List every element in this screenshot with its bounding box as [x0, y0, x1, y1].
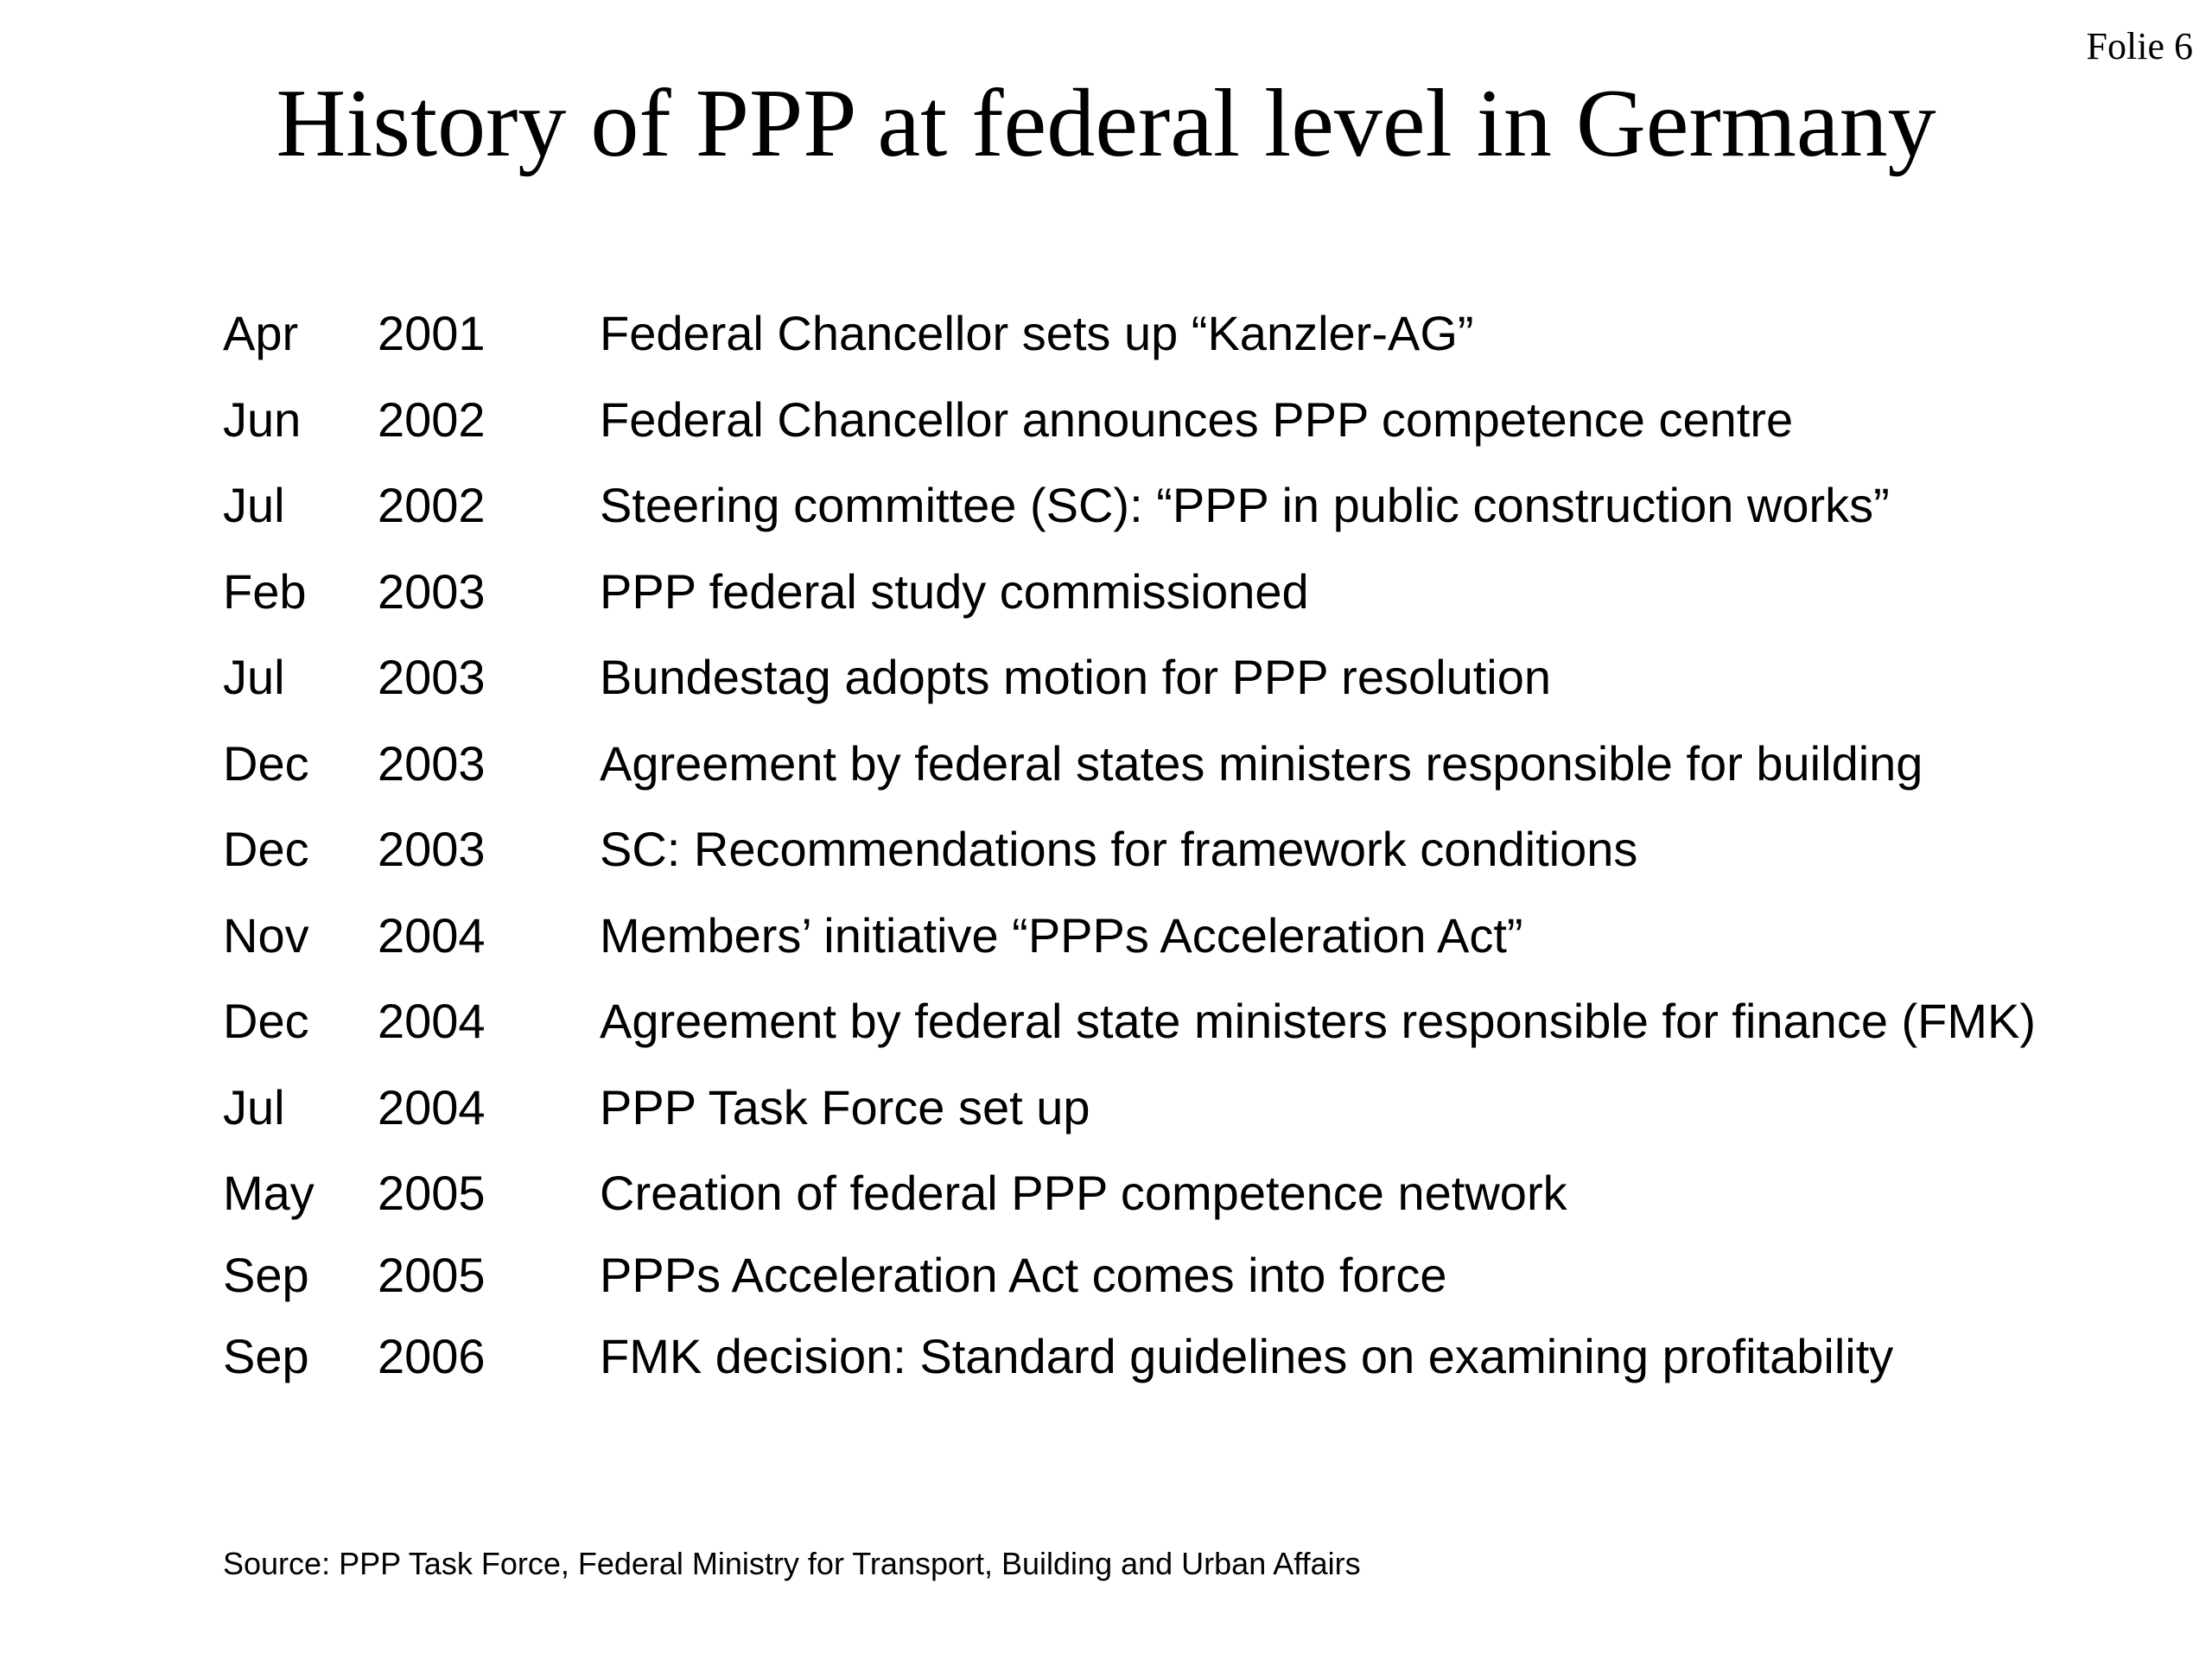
timeline-month: Jul — [223, 650, 285, 704]
timeline-year: 2004 — [378, 907, 486, 963]
slide-title: History of PPP at federal level in Germany — [276, 70, 1936, 177]
timeline-month: Dec — [223, 994, 309, 1048]
timeline-event: PPP federal study commissioned — [600, 563, 1309, 619]
slide-number: Folie 6 — [2086, 25, 2193, 67]
timeline-month: Sep — [223, 1247, 309, 1302]
timeline-year: 2002 — [378, 391, 486, 447]
timeline-row — [223, 1329, 2158, 1411]
timeline-year: 2003 — [378, 735, 486, 791]
timeline-month: Dec — [223, 822, 309, 876]
timeline-month: Sep — [223, 1329, 309, 1383]
timeline-year: 2006 — [378, 1329, 486, 1383]
timeline-row — [223, 650, 2158, 736]
timeline-year: 2004 — [378, 994, 486, 1048]
timeline-row — [223, 1166, 2158, 1248]
timeline-year: 2004 — [378, 1079, 486, 1135]
timeline-month: May — [223, 1166, 315, 1220]
timeline-year: 2003 — [378, 563, 486, 619]
timeline-year: 2001 — [378, 306, 486, 360]
timeline-month: Apr — [223, 306, 299, 360]
timeline-event: Creation of federal PPP competence network — [600, 1166, 1567, 1220]
timeline-month: Nov — [223, 907, 309, 963]
timeline-row — [223, 392, 2158, 479]
timeline-list — [223, 306, 2158, 1411]
timeline-row — [223, 908, 2158, 995]
source-note: Source: PPP Task Force, Federal Ministry for Transport, Building and Urban Affairs — [223, 1546, 1361, 1581]
timeline-year: 2003 — [378, 822, 486, 876]
timeline-event: FMK decision: Standard guidelines on examining profitability — [600, 1329, 1894, 1383]
timeline-event: Agreement by federal state ministers responsible for finance (FMK) — [600, 994, 2037, 1048]
timeline-year: 2003 — [378, 650, 486, 704]
timeline-month: Feb — [223, 563, 307, 619]
timeline-event: Federal Chancellor sets up “Kanzler-AG” — [600, 306, 1474, 360]
timeline-row — [223, 1080, 2158, 1166]
timeline-row — [223, 478, 2158, 564]
timeline-event: Agreement by federal states ministers responsible for building — [600, 735, 1923, 791]
timeline-month: Jul — [223, 1079, 285, 1135]
timeline-event: Steering committee (SC): “PPP in public construction works” — [600, 478, 1890, 532]
timeline-event: SC: Recommendations for framework conditions — [600, 822, 1638, 876]
timeline-row — [223, 1248, 2158, 1330]
timeline-event: Bundestag adopts motion for PPP resolution — [600, 650, 1551, 704]
timeline-event: Members’ initiative “PPPs Acceleration Act” — [600, 907, 1523, 963]
timeline-year: 2002 — [378, 478, 486, 532]
timeline-month: Jun — [223, 391, 302, 447]
timeline-event: Federal Chancellor announces PPP competence centre — [600, 391, 1794, 447]
timeline-row — [223, 564, 2158, 651]
timeline-year: 2005 — [378, 1166, 486, 1220]
timeline-row — [223, 822, 2158, 908]
timeline-event: PPP Task Force set up — [600, 1079, 1090, 1135]
timeline-event: PPPs Acceleration Act comes into force — [600, 1247, 1447, 1302]
timeline-row — [223, 306, 2158, 392]
timeline-month: Dec — [223, 735, 309, 791]
timeline-year: 2005 — [378, 1247, 486, 1302]
timeline-month: Jul — [223, 478, 285, 532]
timeline-row — [223, 736, 2158, 823]
timeline-row — [223, 994, 2158, 1080]
